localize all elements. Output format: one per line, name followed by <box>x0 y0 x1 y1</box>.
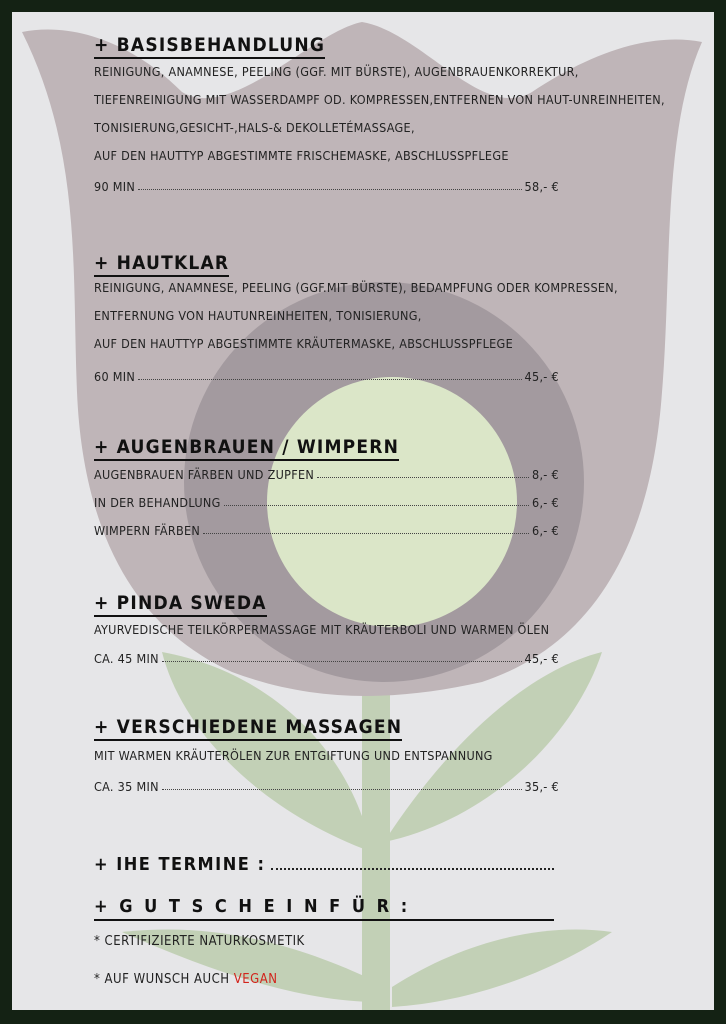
note-naturkosmetik: * CERTIFIZIERTE NATURKOSMETIK <box>94 934 305 949</box>
price-label: AUGENBRAUEN FÄRBEN UND ZUPFEN <box>94 467 315 482</box>
description-line: TIEFENREINIGUNG MIT WASSERDAMPF OD. KOMPRESSEN,ENTFERNEN VON HAUT-UNREINHEITEN, <box>94 92 665 107</box>
dotted-leader <box>224 505 529 506</box>
price-line <box>94 776 559 794</box>
price-value: 58,- € <box>524 179 559 194</box>
price-line <box>94 464 559 482</box>
termine-dots <box>271 868 554 870</box>
menu-page <box>12 12 714 1010</box>
description-line: AUF DEN HAUTTYP ABGESTIMMTE KRÄUTERMASKE, ABSCHLUSSPFLEGE <box>94 336 513 351</box>
price-value: 45,- € <box>524 651 559 666</box>
price-label: CA. 35 MIN <box>94 779 159 794</box>
dotted-leader <box>317 477 529 478</box>
price-value: 35,- € <box>524 779 559 794</box>
price-label: IN DER BEHANDLUNG <box>94 495 221 510</box>
price-label: 90 MIN <box>94 179 136 194</box>
dotted-leader <box>162 661 522 662</box>
gutschein-label: + G U T S C H E I N F Ü R : <box>94 896 411 917</box>
price-label: 60 MIN <box>94 369 136 384</box>
price-line <box>94 366 559 384</box>
description-line: REINIGUNG, ANAMNESE, PEELING (GGF.MIT BÜRSTE), BEDAMPFUNG ODER KOMPRESSEN, <box>94 280 618 295</box>
section-title: + VERSCHIEDENE MASSAGEN <box>94 716 402 741</box>
description-line: REINIGUNG, ANAMNESE, PEELING (GGF. MIT BÜRSTE), AUGENBRAUENKORREKTUR, <box>94 64 579 79</box>
price-value: 45,- € <box>524 369 559 384</box>
section-title: + AUGENBRAUEN / WIMPERN <box>94 436 399 461</box>
price-value: 8,- € <box>531 467 559 482</box>
description-line: ENTFERNUNG VON HAUTUNREINHEITEN, TONISIERUNG, <box>94 308 422 323</box>
price-value: 6,- € <box>531 495 559 510</box>
section-title: + HAUTKLAR <box>94 252 229 277</box>
price-line <box>94 492 559 510</box>
note-vegan-prefix: * AUF WUNSCH AUCH <box>94 972 234 987</box>
note-vegan-highlight: VEGAN <box>233 972 278 987</box>
section-title: + PINDA SWEDA <box>94 592 267 617</box>
price-line <box>94 520 559 538</box>
gutschein-line <box>94 896 554 921</box>
price-line <box>94 176 559 194</box>
description-line: AYURVEDISCHE TEILKÖRPERMASSAGE MIT KRÄUTERBOLI UND WARMEN ÖLEN <box>94 622 550 637</box>
price-value: 6,- € <box>531 523 559 538</box>
dotted-leader <box>162 789 522 790</box>
description-line: TONISIERUNG,GESICHT-,HALS-& DEKOLLETÉMASSAGE, <box>94 120 415 135</box>
description-line: AUF DEN HAUTTYP ABGESTIMMTE FRISCHEMASKE, ABSCHLUSSPFLEGE <box>94 148 509 163</box>
dotted-leader <box>203 533 529 534</box>
price-label: CA. 45 MIN <box>94 651 159 666</box>
section-title: + BASISBEHANDLUNG <box>94 34 325 59</box>
dotted-leader <box>138 189 521 190</box>
dotted-leader <box>138 379 521 380</box>
termine-line <box>94 854 554 875</box>
price-label: WIMPERN FÄRBEN <box>94 523 201 538</box>
termine-label: + IHE TERMINE : <box>94 854 266 875</box>
price-line <box>94 648 559 666</box>
note-vegan <box>94 972 278 987</box>
description-line: MIT WARMEN KRÄUTERÖLEN ZUR ENTGIFTUNG UND ENTSPANNUNG <box>94 748 493 763</box>
